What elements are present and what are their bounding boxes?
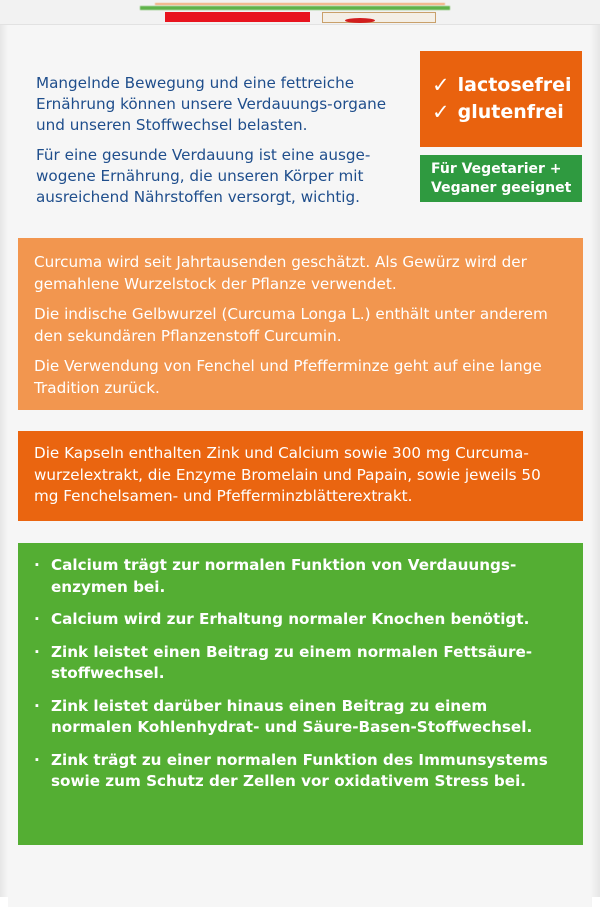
bullet-icon: ·	[34, 610, 40, 628]
health-claims-box	[18, 543, 583, 845]
curcuma-paragraph: Die indische Gelbwurzel (Curcuma Longa L.) enthält unter anderem den sekundären Pflanzenstoff Curcumin.	[34, 305, 548, 345]
ingredients-text: Die Kapseln enthalten Zink und Calcium sowie 300 mg Curcuma-wurzelextrakt, die Enzyme Bromelain und Papain, sowie jeweils 50 mg Fenchelsamen- und Pfefferminzblätterextrakt.	[34, 444, 541, 505]
claim-text: Zink leistet einen Beitrag zu einem normalen Fettsäure-stoffwechsel.	[51, 642, 533, 682]
checkmark-icon: ✓	[432, 100, 450, 124]
flap-subtitle-graphic	[155, 3, 445, 5]
lactose-free-row	[432, 72, 582, 99]
claim-text: Calcium wird zur Erhaltung normaler Knochen benötigt.	[51, 610, 530, 628]
list-item	[34, 642, 567, 685]
bullet-icon: ·	[34, 556, 40, 574]
intro-text	[36, 73, 406, 217]
claim-text: Calcium trägt zur normalen Funktion von Verdauungs-enzymen bei.	[51, 556, 517, 596]
list-item	[34, 555, 567, 598]
list-item	[34, 609, 567, 631]
list-item	[34, 696, 567, 739]
claim-text: Zink leistet darüber hinaus einen Beitrag zu einem normalen Kohlenhydrat- und Säure-Basen-Stoffwechsel.	[51, 696, 533, 736]
list-item	[34, 750, 567, 793]
flap-brand-badge	[165, 12, 310, 22]
curcuma-paragraph: Curcuma wird seit Jahrtausenden geschätzt. Als Gewürz wird der gemahlene Wurzelstock der Pflanze verwendet.	[34, 253, 527, 293]
box-top-flap	[0, 0, 600, 25]
ingredients-box	[18, 431, 583, 521]
claim-text: Zink trägt zu einer normalen Funktion des Immunsystems sowie zum Schutz der Zellen vor oxidativem Stress bei.	[51, 750, 548, 790]
bullet-icon: ·	[34, 696, 40, 715]
vegan-badge	[420, 155, 582, 202]
checkmark-icon: ✓	[432, 73, 450, 97]
vegan-badge-line: Für Vegetarier +	[431, 161, 562, 177]
bullet-icon: ·	[34, 750, 40, 769]
package-corner	[0, 897, 8, 907]
intro-paragraph: Mangelnde Bewegung und eine fettreiche Ernährung können unsere Verdauungs-organe und unseren Stoffwechsel belasten.	[36, 74, 387, 134]
curcuma-paragraph: Die Verwendung von Fenchel und Pfefferminze geht auf eine lange Tradition zurück.	[34, 357, 542, 397]
flap-logo-mark	[345, 18, 375, 23]
flap-logo-box	[322, 12, 436, 23]
package-corner	[592, 897, 600, 907]
health-claims-list	[34, 555, 567, 793]
lactose-free-label: lactosefrei	[457, 74, 572, 96]
intro-paragraph: Für eine gesunde Verdauung ist eine ausge-wogene Ernährung, die unseren Körper mit ausreichend Nährstoffen versorgt, wichtig.	[36, 146, 371, 206]
bullet-icon: ·	[34, 642, 40, 661]
vegan-badge-line: Veganer geeignet	[431, 180, 572, 196]
gluten-free-label: glutenfrei	[457, 101, 564, 123]
curcuma-info-box	[18, 238, 583, 410]
gluten-free-row	[432, 99, 582, 126]
flap-product-name-graphic	[140, 6, 450, 10]
free-from-badge	[420, 51, 582, 147]
package-back-panel	[0, 25, 600, 907]
